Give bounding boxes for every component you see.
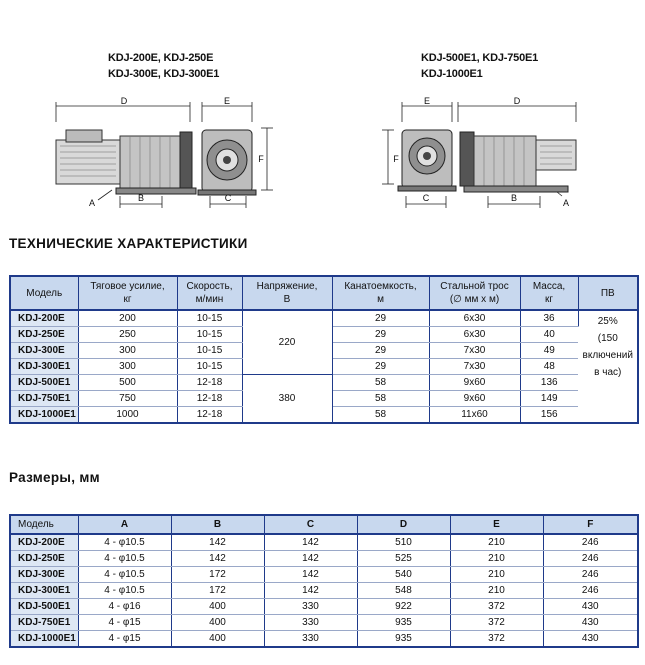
left-winch-diagram [40, 92, 280, 216]
a-cell: 4 - φ10.5 [78, 567, 171, 583]
dims-header-model: Модель [10, 515, 78, 534]
header-text: Стальной трос [440, 281, 509, 292]
specs-header-model [10, 276, 78, 310]
capacity-cell: 29 [332, 359, 429, 375]
a-cell: 4 - φ15 [78, 631, 171, 648]
e-cell: 210 [450, 567, 543, 583]
mass-cell: 49 [520, 343, 578, 359]
header-text: Масса, [532, 281, 566, 292]
capacity-cell: 58 [332, 407, 429, 424]
header-text: Тяговое усилие, [90, 281, 165, 292]
dim-label-d: D [120, 96, 128, 106]
specs-header-mass [520, 276, 578, 310]
dim-label-a-right: A [562, 198, 570, 208]
model-cell: KDJ-300E1 [10, 583, 78, 599]
mass-cell: 40 [520, 327, 578, 343]
dim-label-c: C [224, 193, 232, 203]
speed-cell: 10-15 [177, 327, 242, 343]
header-text: Канатоемкость, [344, 281, 417, 292]
dim-label-f: F [258, 154, 264, 164]
header-text: кг [544, 294, 554, 305]
capacity-cell: 29 [332, 310, 429, 327]
specs-title: ТЕХНИЧЕСКИЕ ХАРАКТЕРИСТИКИ [9, 236, 248, 251]
speed-cell: 10-15 [177, 343, 242, 359]
b-cell: 142 [171, 551, 264, 567]
rope-cell: 9x60 [429, 391, 520, 407]
dim-label-e-right: E [423, 96, 431, 106]
mass-cell: 48 [520, 359, 578, 375]
specs-header-row [10, 276, 638, 310]
c-cell: 142 [264, 567, 357, 583]
rope-cell: 7x30 [429, 343, 520, 359]
c-cell: 142 [264, 551, 357, 567]
model-cell: KDJ-300E [10, 567, 78, 583]
speed-cell: 12-18 [177, 375, 242, 391]
header-text: Скорость, [186, 281, 233, 292]
header-text: м [377, 294, 384, 305]
voltage-cell: 380 [242, 375, 332, 424]
specs-table [9, 275, 639, 424]
speed-cell: 10-15 [177, 310, 242, 327]
dim-label-e: E [223, 96, 231, 106]
f-cell: 246 [543, 534, 638, 551]
table-row [10, 534, 638, 551]
mass-cell: 149 [520, 391, 578, 407]
dim-label-b-right: B [510, 193, 518, 203]
table-row [10, 599, 638, 615]
header-text: (∅ мм х м) [449, 294, 500, 305]
dim-label-b: B [137, 193, 145, 203]
table-row [10, 615, 638, 631]
c-cell: 330 [264, 615, 357, 631]
capacity-cell: 29 [332, 343, 429, 359]
f-cell: 246 [543, 567, 638, 583]
force-cell: 1000 [78, 407, 177, 424]
model-cell: KDJ-750E1 [10, 391, 78, 407]
left-title-line1: KDJ-200E, KDJ-250E [108, 52, 214, 64]
rope-cell: 6x30 [429, 327, 520, 343]
table-row [10, 631, 638, 648]
right-title-line1: KDJ-500E1, KDJ-750E1 [421, 52, 539, 64]
right-winch-diagram [380, 92, 580, 216]
d-cell: 935 [357, 631, 450, 648]
c-cell: 142 [264, 583, 357, 599]
dims-header-c: C [264, 515, 357, 534]
c-cell: 330 [264, 599, 357, 615]
speed-cell: 10-15 [177, 359, 242, 375]
header-text: кг [123, 294, 132, 305]
b-cell: 400 [171, 615, 264, 631]
dims-header-b: B [171, 515, 264, 534]
table-row [10, 375, 638, 391]
specs-header-voltage [242, 276, 332, 310]
a-cell: 4 - φ10.5 [78, 583, 171, 599]
model-cell: KDJ-250E [10, 327, 78, 343]
dim-label-a: A [88, 198, 96, 208]
a-cell: 4 - φ10.5 [78, 551, 171, 567]
model-cell: KDJ-1000E1 [10, 407, 78, 424]
d-cell: 922 [357, 599, 450, 615]
model-cell: KDJ-200E [10, 310, 78, 327]
mass-cell: 136 [520, 375, 578, 391]
force-cell: 300 [78, 359, 177, 375]
pv-line: в час) [594, 367, 622, 378]
header-text: Напряжение, [256, 281, 318, 292]
force-cell: 300 [78, 343, 177, 359]
force-cell: 750 [78, 391, 177, 407]
b-cell: 172 [171, 583, 264, 599]
dims-header-a: A [78, 515, 171, 534]
f-cell: 430 [543, 615, 638, 631]
pv-line: (150 [597, 333, 618, 344]
e-cell: 372 [450, 631, 543, 648]
rope-cell: 7x30 [429, 359, 520, 375]
dims-table [9, 514, 639, 648]
b-cell: 172 [171, 567, 264, 583]
dim-label-f-right: F [393, 154, 399, 164]
pv-cell [578, 310, 638, 423]
d-cell: 510 [357, 534, 450, 551]
a-cell: 4 - φ16 [78, 599, 171, 615]
specs-header-force [78, 276, 177, 310]
specs-header-speed [177, 276, 242, 310]
model-cell: KDJ-300E [10, 343, 78, 359]
mass-cell: 156 [520, 407, 578, 424]
b-cell: 142 [171, 534, 264, 551]
e-cell: 210 [450, 534, 543, 551]
model-cell: KDJ-250E [10, 551, 78, 567]
specs-header-rope [429, 276, 520, 310]
a-cell: 4 - φ10.5 [78, 534, 171, 551]
specs-header-capacity [332, 276, 429, 310]
f-cell: 246 [543, 583, 638, 599]
mass-cell: 36 [520, 310, 578, 327]
pv-line: 25% [597, 316, 618, 327]
table-row [10, 551, 638, 567]
model-cell: KDJ-500E1 [10, 599, 78, 615]
f-cell: 246 [543, 551, 638, 567]
header-text: ПВ [600, 287, 615, 299]
voltage-cell: 220 [242, 310, 332, 375]
f-cell: 430 [543, 599, 638, 615]
model-cell: KDJ-750E1 [10, 615, 78, 631]
dims-title: Размеры, мм [9, 470, 100, 485]
header-text: м/мин [195, 294, 224, 305]
d-cell: 935 [357, 615, 450, 631]
rope-cell: 9x60 [429, 375, 520, 391]
capacity-cell: 58 [332, 391, 429, 407]
force-cell: 250 [78, 327, 177, 343]
d-cell: 548 [357, 583, 450, 599]
capacity-cell: 29 [332, 327, 429, 343]
specs-header-pv [578, 276, 638, 310]
speed-cell: 12-18 [177, 407, 242, 424]
table-row [10, 310, 638, 327]
f-cell: 430 [543, 631, 638, 648]
model-cell: KDJ-300E1 [10, 359, 78, 375]
left-title-line2: KDJ-300E, KDJ-300E1 [108, 68, 220, 80]
header-text: В [283, 294, 291, 305]
header-text: Модель [26, 287, 63, 299]
e-cell: 210 [450, 551, 543, 567]
rope-cell: 6x30 [429, 310, 520, 327]
right-diagram-title [421, 50, 538, 82]
d-cell: 525 [357, 551, 450, 567]
right-title-line2: KDJ-1000E1 [421, 68, 483, 80]
pv-line: включений [582, 350, 633, 361]
rope-cell: 11x60 [429, 407, 520, 424]
table-row [10, 567, 638, 583]
table-row [10, 583, 638, 599]
dims-header-d: D [357, 515, 450, 534]
speed-cell: 12-18 [177, 391, 242, 407]
dim-label-c-right: C [422, 193, 430, 203]
e-cell: 210 [450, 583, 543, 599]
dims-header-row [10, 515, 638, 534]
b-cell: 400 [171, 599, 264, 615]
d-cell: 540 [357, 567, 450, 583]
dims-header-e: E [450, 515, 543, 534]
a-cell: 4 - φ15 [78, 615, 171, 631]
model-cell: KDJ-1000E1 [10, 631, 78, 648]
capacity-cell: 58 [332, 375, 429, 391]
model-cell: KDJ-500E1 [10, 375, 78, 391]
c-cell: 142 [264, 534, 357, 551]
force-cell: 500 [78, 375, 177, 391]
dims-header-f: F [543, 515, 638, 534]
model-cell: KDJ-200E [10, 534, 78, 551]
dim-label-d-right: D [513, 96, 521, 106]
c-cell: 330 [264, 631, 357, 648]
e-cell: 372 [450, 599, 543, 615]
b-cell: 400 [171, 631, 264, 648]
force-cell: 200 [78, 310, 177, 327]
left-diagram-title [108, 50, 219, 82]
e-cell: 372 [450, 615, 543, 631]
